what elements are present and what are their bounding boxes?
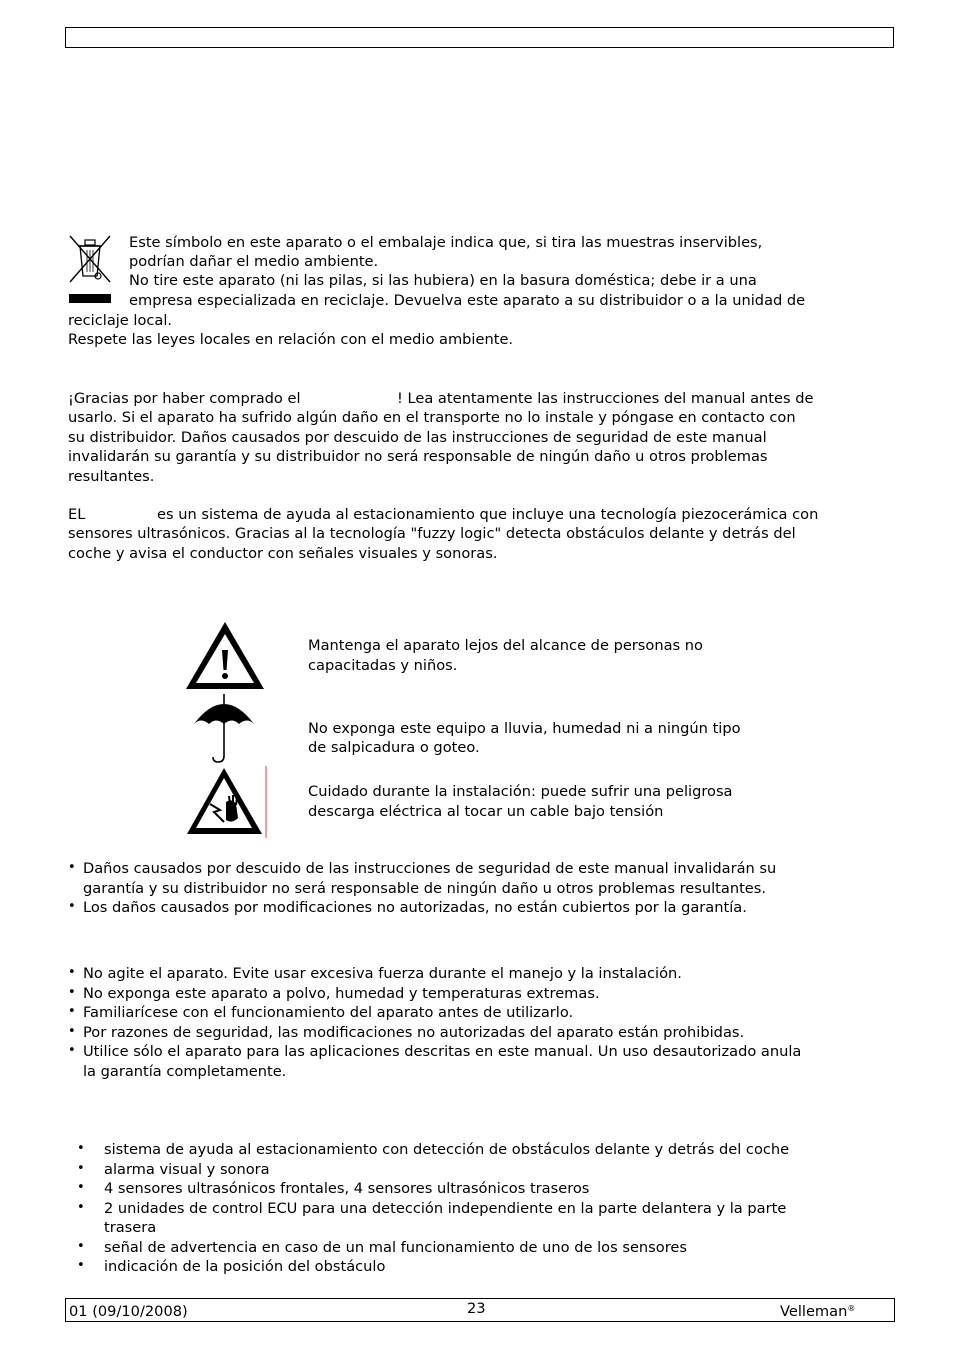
guideline-bullet-5-line-2: la garantía completamente.	[83, 1063, 287, 1080]
electric-shock-icon	[186, 766, 268, 838]
intro-line-2: sensores ultrasónicos. Gracias al la tecnología "fuzzy logic" detecta obstáculos delante y detrás del	[68, 525, 796, 542]
warranty-bullet-1-line-2: garantía y su distribuidor no será responsable de ningún daño u otros problemas resultantes.	[83, 880, 767, 897]
env-line-6: Respete las leyes locales en relación con el medio ambiente.	[68, 331, 514, 348]
feature-bullet-5: señal de advertencia en caso de un mal funcionamiento de uno de los sensores	[104, 1239, 687, 1256]
guideline-bullet-2: No exponga este aparato a polvo, humedad y temperaturas extremas.	[83, 985, 600, 1002]
footer-brand	[780, 1302, 855, 1322]
feature-bullet-1: sistema de ayuda al estacionamiento con detección de obstáculos delante y detrás del coche	[104, 1141, 790, 1158]
bullet-dot: •	[77, 1200, 85, 1215]
bullet-dot: •	[77, 1258, 85, 1273]
bullet-dot: •	[68, 965, 76, 980]
intro-line-1b: es un sistema de ayuda al estacionamiento que incluye una tecnología piezocerámica con	[157, 506, 819, 523]
umbrella-icon	[192, 690, 256, 764]
thanks-line-5: resultantes.	[68, 468, 155, 485]
safety-shock-line-1: Cuidado durante la instalación: puede sufrir una peligrosa	[308, 783, 733, 800]
warranty-bullet-2-line-1: Los daños causados por modificaciones no autorizadas, no están cubiertos por la garantía.	[83, 899, 747, 916]
guideline-bullet-4: Por razones de seguridad, las modificaciones no autorizadas del aparato están prohibidas.	[83, 1024, 745, 1041]
env-line-1: Este símbolo en este aparato o el embalaje indica que, si tira las muestras inservibles,	[129, 234, 763, 251]
guideline-bullet-5-line-1: Utilice sólo el aparato para las aplicaciones descritas en este manual. Un uso desautorizado anula	[83, 1043, 802, 1060]
env-line-4: empresa especializada en reciclaje. Devuelva este aparato a su distribuidor o a la unidad de	[129, 292, 806, 309]
bullet-dot: •	[77, 1161, 85, 1176]
footer-page-number: 23	[467, 1300, 486, 1317]
thanks-line-1b: ! Lea atentamente las instrucciones del manual antes de	[397, 390, 814, 407]
bullet-dot: •	[68, 899, 76, 914]
feature-bullet-2: alarma visual y sonora	[104, 1161, 270, 1178]
bullet-dot: •	[68, 1043, 76, 1058]
intro-line-3: coche y avisa el conductor con señales visuales y sonoras.	[68, 545, 498, 562]
bullet-dot: •	[68, 860, 76, 875]
safety-rain-line-1: No exponga este equipo a lluvia, humedad ni a ningún tipo	[308, 720, 741, 737]
bullet-dot: •	[68, 1004, 76, 1019]
safety-shock-line-2: descarga eléctrica al tocar un cable bajo tensión	[308, 803, 664, 820]
thanks-line-4: invalidarán su garantía y su distribuidor no será responsable de ningún daño u otros problemas	[68, 448, 768, 465]
registered-mark: ®	[847, 1304, 856, 1313]
warranty-bullet-1-line-1: Daños causados por descuido de las instrucciones de seguridad de este manual invalidarán su	[83, 860, 777, 877]
guideline-bullet-1: No agite el aparato. Evite usar excesiva fuerza durante el manejo y la instalación.	[83, 965, 682, 982]
footer-brand-name: Velleman	[780, 1303, 848, 1320]
thanks-line-2: usarlo. Si el aparato ha sufrido algún daño en el transporte no lo instale y póngase en contacto con	[68, 409, 796, 426]
thanks-line-3: su distribuidor. Daños causados por descuido de las instrucciones de seguridad de este manual	[68, 429, 767, 446]
thanks-line-1a: ¡Gracias por haber comprado el	[68, 390, 301, 407]
safety-rain-line-2: de salpicadura o goteo.	[308, 739, 480, 756]
header-box	[65, 27, 894, 48]
env-line-2: podrían dañar el medio ambiente.	[129, 253, 379, 270]
crossed-bin-icon	[66, 232, 114, 306]
intro-line-1a: EL	[68, 506, 86, 523]
bullet-dot: •	[68, 1024, 76, 1039]
warning-triangle-icon	[184, 620, 266, 692]
feature-bullet-4-line-1: 2 unidades de control ECU para una detección independiente en la parte delantera y la parte	[104, 1200, 787, 1217]
bullet-dot: •	[77, 1239, 85, 1254]
feature-bullet-4-line-2: trasera	[104, 1219, 157, 1236]
bullet-dot: •	[68, 985, 76, 1000]
feature-bullet-6: indicación de la posición del obstáculo	[104, 1258, 386, 1275]
guideline-bullet-3: Familiarícese con el funcionamiento del aparato antes de utilizarlo.	[83, 1004, 574, 1021]
feature-bullet-3: 4 sensores ultrasónicos frontales, 4 sensores ultrasónicos traseros	[104, 1180, 590, 1197]
bullet-dot: •	[77, 1180, 85, 1195]
env-line-5: reciclaje local.	[68, 312, 173, 329]
safety-warning-line-1: Mantenga el aparato lejos del alcance de personas no	[308, 637, 703, 654]
safety-warning-line-2: capacitadas y niños.	[308, 657, 458, 674]
bullet-dot: •	[77, 1141, 85, 1156]
env-line-3: No tire este aparato (ni las pilas, si las hubiera) en la basura doméstica; debe ir a una	[129, 272, 757, 289]
footer-version: 01 (09/10/2008)	[69, 1303, 188, 1320]
